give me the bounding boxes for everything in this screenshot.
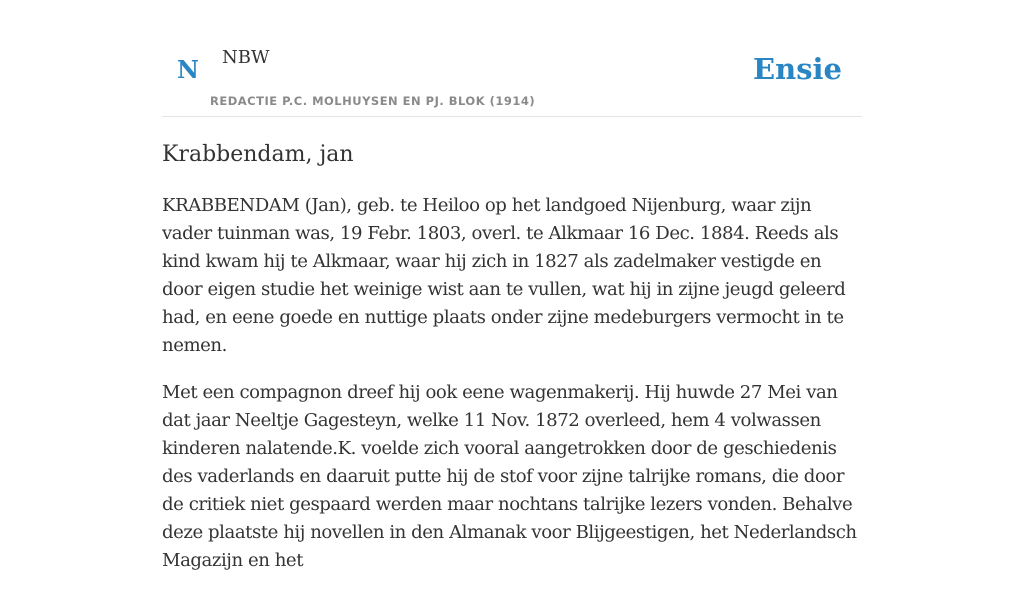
- collection-logo[interactable]: N: [177, 55, 199, 84]
- brand-logo[interactable]: Ensie: [753, 52, 842, 86]
- article-paragraph: KRABBENDAM (Jan), geb. te Heiloo op het landgoed Nijenburg, waar zijn vader tuinman was, 19 Febr. 1803, overl. te Alkmaar 16 Dec. 1884. Reeds als kind kwam hij te Alkmaar, waar hij zich in 1827 als zadelmaker vestigde en door eigen studie het weinige wist aan te vullen, wat hij in zijne jeugd geleerd had, en eene goede en nuttige plaats onder zijne medeburgers vermocht in te nemen.: [162, 195, 846, 356]
- article-body: [162, 192, 862, 594]
- collection-editors: REDACTIE P.C. MOLHUYSEN EN PJ. BLOK (1914): [210, 94, 536, 108]
- site-header: [162, 0, 862, 117]
- page: [162, 0, 862, 571]
- article-paragraph: Met een compagnon dreef hij ook eene wagenmakerij. Hij huwde 27 Mei van dat jaar Neeltje Gagesteyn, welke 11 Nov. 1872 overleed, hem 4 volwassen kinderen nalatende.K. voelde zich vooral aangetrokken door de geschiedenis des vaderlands en daaruit putte hij de stof voor zijne talrijke romans, die door de critiek niet gespaard werden maar nochtans talrijke lezers vonden. Behalve deze plaatste hij novellen in den Almanak voor Blijgeestigen, het Nederlandsch Magazijn en het: [162, 382, 857, 571]
- article-title: Krabbendam, jan: [162, 142, 354, 167]
- collection-name[interactable]: NBW: [222, 47, 270, 68]
